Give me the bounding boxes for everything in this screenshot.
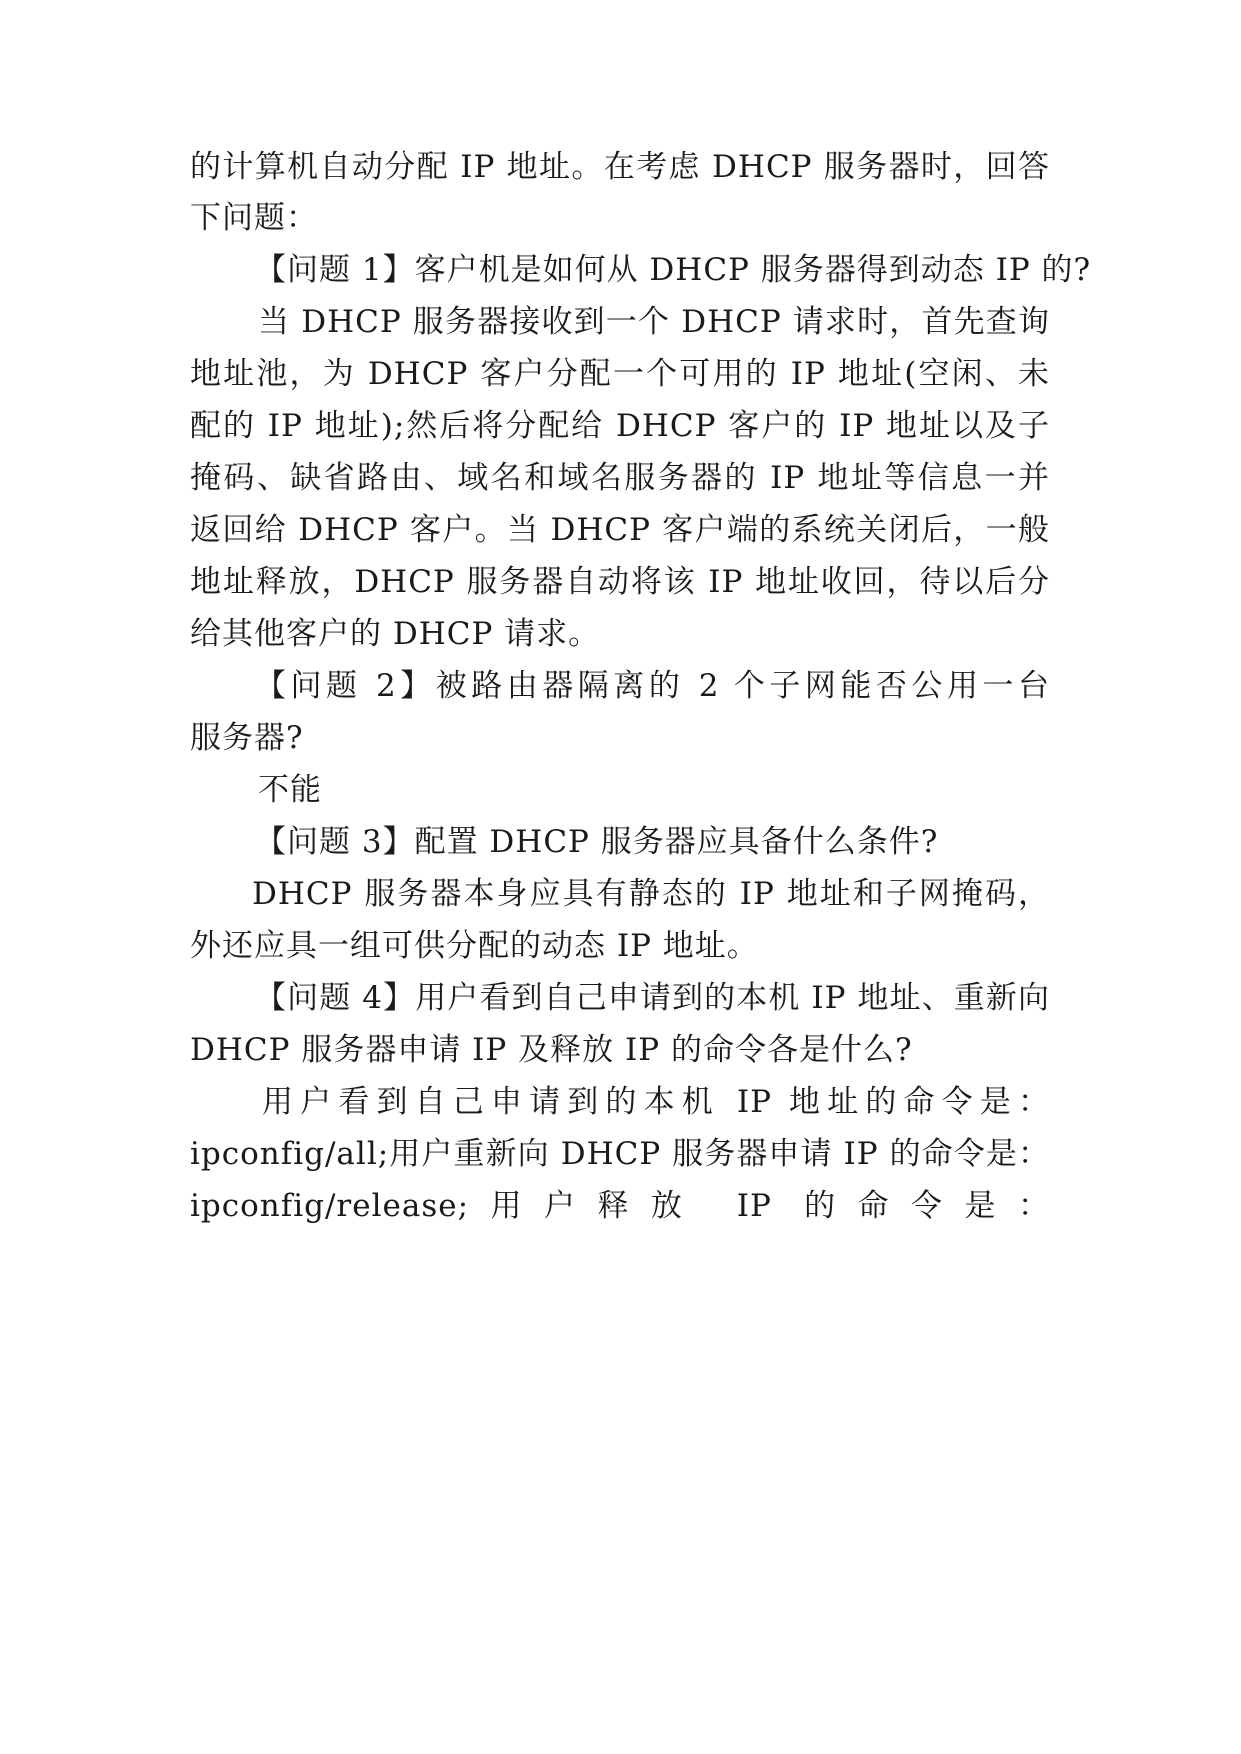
answer-1-line: 返回给 DHCP 客户。当 DHCP 客户端的系统关闭后，一般 — [190, 512, 1050, 548]
answer-1-line: 掩码、缺省路由、域名和域名服务器的 IP 地址等信息一并 — [190, 460, 1050, 496]
text-line: 的计算机自动分配 IP 地址。在考虑 DHCP 服务器时，回答 — [190, 149, 1050, 185]
answer-1-line: 配的 IP 地址);然后将分配给 DHCP 客户的 IP 地址以及子 — [190, 408, 1050, 444]
answer-3-line: DHCP 服务器本身应具有静态的 IP 地址和子网掩码， — [252, 876, 1050, 912]
question-4-heading: DHCP 服务器申请 IP 及释放 IP 的命令各是什么? — [190, 1032, 913, 1068]
question-3-heading: 【问题 3】配置 DHCP 服务器应具备什么条件? — [255, 824, 939, 860]
answer-2: 不能 — [258, 772, 322, 808]
question-2-heading: 【问题 2】被路由器隔离的 2 个子网能否公用一台 — [255, 668, 1050, 704]
answer-4-line: ipconfig/all;用户重新向 DHCP 服务器申请 IP 的命令是： — [190, 1136, 1050, 1172]
question-1-heading: 【问题 1】客户机是如何从 DHCP 服务器得到动态 IP 的? — [255, 252, 1092, 288]
answer-1-line: 地址释放，DHCP 服务器自动将该 IP 地址收回，待以后分 — [190, 564, 1050, 600]
answer-1-line: 给其他客户的 DHCP 请求。 — [190, 616, 601, 652]
answer-1-line: 地址池，为 DHCP 客户分配一个可用的 IP 地址(空闲、未 — [190, 356, 1050, 392]
text-line: 下问题： — [190, 200, 318, 236]
answer-3-line: 外还应具一组可供分配的动态 IP 地址。 — [190, 928, 759, 964]
question-4-heading: 【问题 4】用户看到自己申请到的本机 IP 地址、重新向 — [255, 980, 1050, 1016]
answer-4-line: 用户看到自己申请到的本机 IP 地址的命令是： — [262, 1084, 1050, 1120]
answer-4-line: ipconfig/release;用户释放 IP 的命令是： — [190, 1188, 1050, 1224]
answer-1-line: 当 DHCP 服务器接收到一个 DHCP 请求时，首先查询 — [258, 304, 1050, 340]
question-2-heading: 服务器? — [190, 720, 304, 756]
